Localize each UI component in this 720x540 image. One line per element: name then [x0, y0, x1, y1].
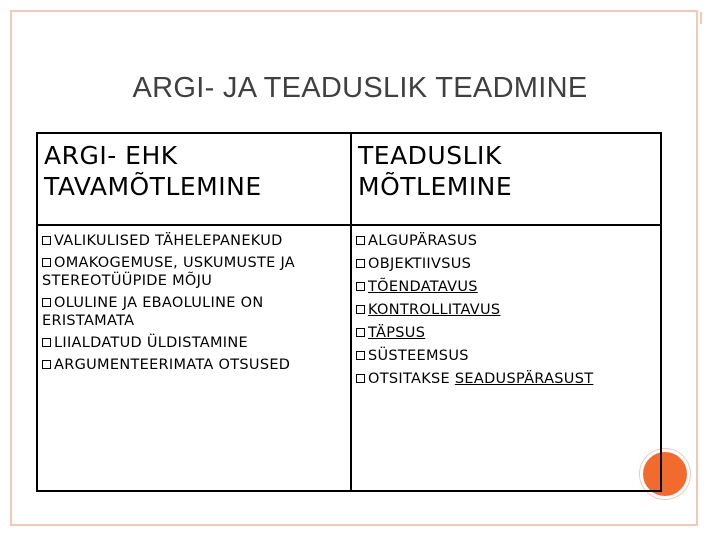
square-bullet-icon	[356, 259, 365, 268]
list-item: ALGUPÄRASUS	[356, 232, 656, 251]
left-header	[44, 140, 262, 202]
header-divider	[38, 224, 660, 226]
underlined-item: TÄPSUS	[368, 325, 426, 341]
square-bullet-icon	[42, 298, 51, 307]
right-header-line-2: MÕTLEMINE	[358, 172, 513, 201]
column-divider	[350, 134, 352, 490]
comparison-table	[36, 132, 662, 492]
list-item	[356, 370, 656, 389]
left-header-line-1: ARGI- EHK	[44, 141, 178, 170]
list-item: SÜSTEEMSUS	[356, 347, 656, 366]
list-item: OBJEKTIIVSUS	[356, 255, 656, 274]
slide-title: ARGI- JA TEADUSLIK TEADMINE	[132, 72, 588, 104]
square-bullet-icon	[42, 258, 51, 267]
underlined-item: KONTROLLITAVUS	[368, 302, 501, 318]
square-bullet-icon	[42, 360, 51, 369]
square-bullet-icon	[356, 374, 365, 383]
right-list	[356, 232, 656, 393]
corner-decoration	[700, 12, 702, 24]
square-bullet-icon	[356, 328, 365, 337]
left-list	[42, 232, 346, 378]
square-bullet-icon	[356, 305, 365, 314]
list-item	[356, 301, 656, 320]
list-item: OMAKOGEMUSE, USKUMUSTE JA STEREOTÜÜPIDE MÕJU	[42, 255, 296, 289]
list-item	[356, 278, 656, 297]
list-item: ARGUMENTEERIMATA OTSUSED	[42, 356, 346, 374]
right-header	[358, 140, 512, 202]
underlined-word: SEADUSPÄRASUST	[454, 371, 594, 387]
square-bullet-icon	[356, 236, 365, 245]
square-bullet-icon	[42, 236, 51, 245]
list-item: LIIALDATUD ÜLDISTAMINE	[42, 334, 346, 352]
last-right-item: OTSITAKSE SEADUSPÄRASUST	[368, 371, 594, 387]
list-item: OLULINE JA EBAOLULINE ON ERISTAMATA	[42, 295, 264, 329]
square-bullet-icon	[356, 282, 365, 291]
list-item	[356, 324, 656, 343]
underlined-item: TÕENDATAVUS	[368, 279, 478, 295]
left-header-line-2: TAVAMÕTLEMINE	[44, 172, 262, 201]
square-bullet-icon	[356, 351, 365, 360]
list-item: VALIKULISED TÄHELEPANEKUD	[42, 232, 346, 250]
right-header-line-1: TEADUSLIK	[358, 141, 502, 170]
square-bullet-icon	[42, 338, 51, 347]
